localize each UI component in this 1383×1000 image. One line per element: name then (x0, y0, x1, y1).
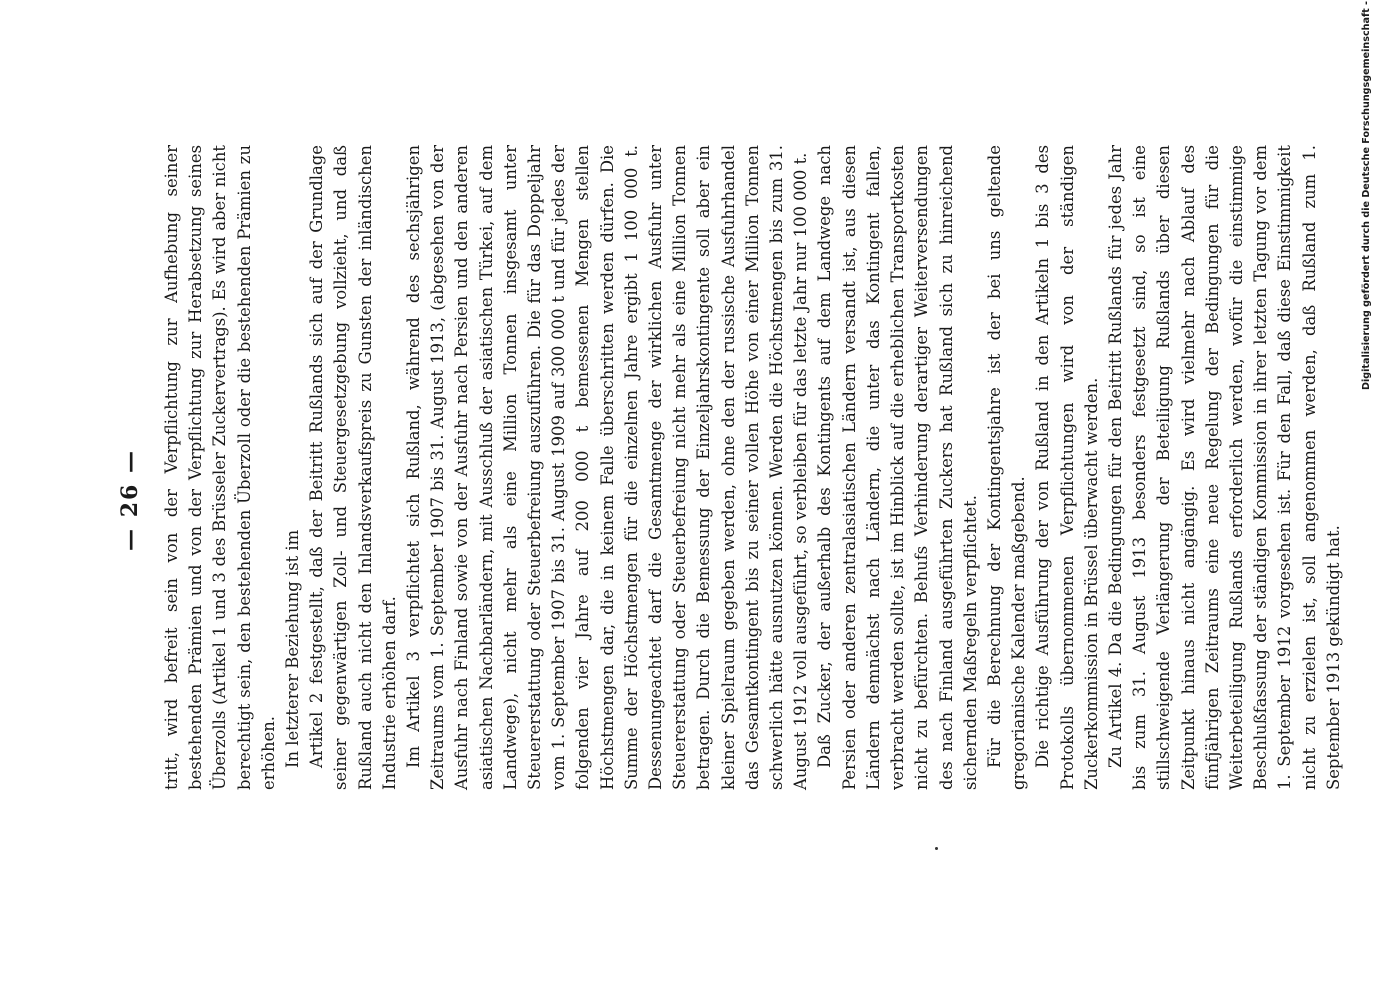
page-number: — 26 — (117, 449, 143, 551)
paragraph-6: Für die Berechnung der Kontingentsjahre ist der bei uns geltende gregorianische Kalender maßgebend. (984, 145, 1029, 790)
paragraph-5: Daß Zucker, der außerhalb des Kontingents auf dem Landwege nach Persien oder anderen zentralasiatischen Ländern versandt ist, aus diesen Ländern demnächst nach Ländern, die unter das Kontingent fallen, verbracht werden sollte, ist im Hinblick auf die erheblichen Transportkosten nicht zu befürchten. Behufs Verhinderung derartiger Weiterversendungen des nach Finland ausgeführten Zuckers hat Rußland sich zu hinreichend sichernden Maßregeln verpflichtet. (815, 145, 980, 790)
paragraph-8: Zu Artikel 4. Da die Bedingungen für den Beitritt Rußlands für jedes Jahr bis zum 31. August 1913 besonders festgesetzt sind, so ist eine stillschweigende Verlängerung der Beteiligung Rußlands über diesen Zeitpunkt hinaus nicht angängig. Es wird vielmehr nach Ablauf des fünfjährigen Zeitraums eine neue Regelung der Bedingungen für die Weiterbeteiligung Rußlands erforderlich werden, wofür die einstimmige Beschlußfassung der ständigen Kommission in ihrer letzten Tagung vor dem 1. September 1912 vorgesehen ist. Für den Fall, daß diese Einstimmigkeit nicht zu erzielen ist, soll angenommen werden, daß Rußland zum 1. September 1913 gekündigt hat. (1105, 145, 1343, 790)
paragraph-3: Artikel 2 festgestellt, daß der Beitritt Rußlands sich auf der Grundlage seiner gegenwärtigen Zoll- und Steuergesetzgebung vollzieht, und daß Rußland auch nicht den Inlandsverkaufspreis zu Gunsten der inländischen Industrie erhöhen darf. (307, 145, 399, 790)
paragraph-2: In letzterer Beziehung ist im (283, 529, 303, 768)
paragraph-1: tritt, wird befreit sein von der Verpflichtung zur Aufhebung seiner bestehenden Prämien und von der Verpflichtung zur Herabsetzung seines Überzolls (Artikel 1 und 3 des Brüsseler Zuckervertrags). Es wird aber nicht berechtigt sein, den bestehenden Überzoll oder die bestehenden Prämien zu erhöhen. (162, 145, 278, 790)
speck-mark (935, 847, 938, 850)
digitization-note (1361, 0, 1372, 390)
digitization-note-text: Digitalisierung gefördert durch die Deutsche Forschungsgemeinschaft - (1361, 0, 1372, 390)
body-text (160, 145, 1346, 790)
paragraph-7: Die richtige Ausführung der von Rußland in den Artikeln 1 bis 3 des Protokolls übernommenen Verpflichtungen wird von der ständigen Zuckerkommission in Brüssel überwacht werden. (1033, 145, 1101, 790)
paragraph-4: Im Artikel 3 verpflichtet sich Rußland, während des sechsjährigen Zeitraums vom 1. September 1907 bis 31. August 1913, (abgesehen von der Ausfuhr nach Finland sowie von der Ausfuhr nach Persien und den anderen asiatischen Nachbarländern, mit Ausschluß der asiatischen Türkei, auf dem Landwege), nicht mehr als eine Million Tonnen insgesamt unter Steuererstattung oder Steuerbefreiung auszuführen. Die für das Doppeljahr vom 1. September 1907 bis 31. August 1909 auf 300 000 t und für jedes der folgenden vier Jahre auf 200 000 t bemessenen Mengen stellen Höchstmengen dar, die in keinem Falle überschritten werden dürfen. Die Summe der Höchstmengen für die einzelnen Jahre ergibt 1 100 000 t. Dessenungeachtet darf die Gesamtmenge der wirklichen Ausfuhr unter Steuererstattung oder Steuerbefreiung nicht mehr als eine Million Tonnen betragen. Durch die Bemessung der Einzeljahrskontingente soll aber ein kleiner Spielraum gegeben werden, ohne den der russische Ausfuhrhandel das Gesamtkontingent bis zu seiner vollen Höhe von einer Million Tonnen schwerlich hätte ausnutzen können. Werden die Höchstmengen bis zum 31. August 1912 voll ausgeführt, so verbleiben für das letzte Jahr nur 100 000 t. (404, 145, 811, 790)
